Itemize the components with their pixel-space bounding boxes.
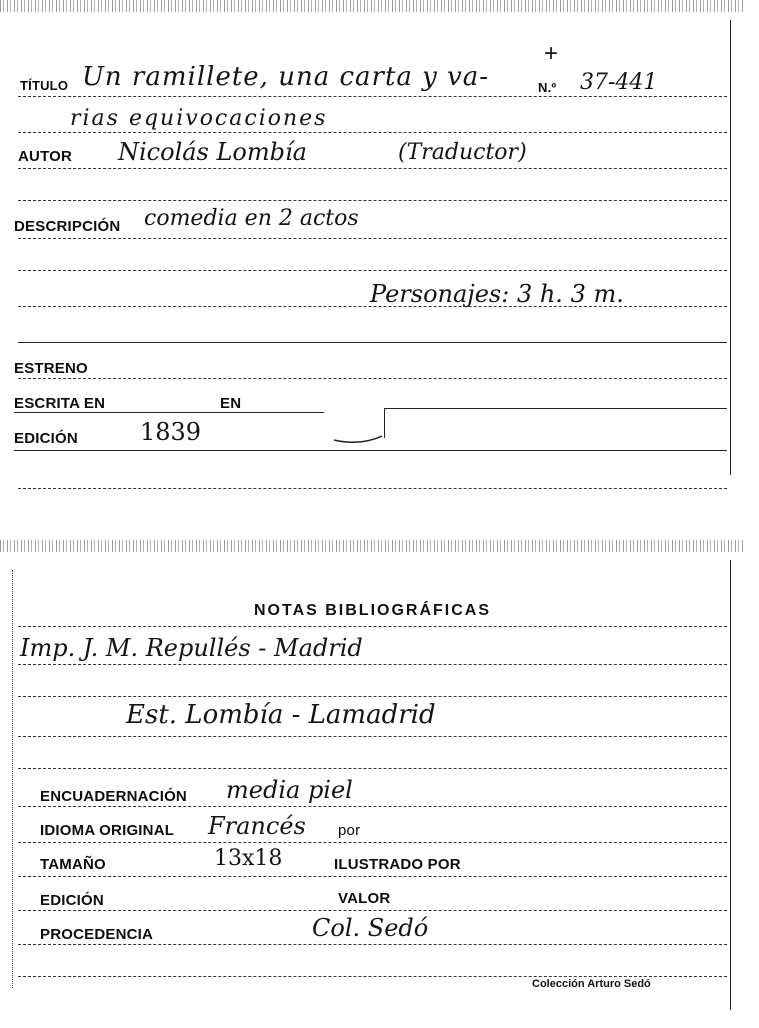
note-line-2: Est. Lombía - Lamadrid (126, 700, 436, 730)
numero-label: N.º (538, 80, 557, 95)
tamano-value: 13x18 (214, 846, 283, 871)
valor-label: VALOR (338, 890, 391, 907)
rule (14, 412, 324, 413)
scan-noise-top (0, 540, 745, 552)
titulo-value-line2: rias equivocaciones (70, 106, 328, 131)
rule (18, 664, 727, 665)
por-label: por (338, 822, 361, 839)
numero-value: 37-441 (580, 70, 658, 95)
descripcion-label: DESCRIPCIÓN (14, 218, 121, 235)
rule (18, 306, 727, 307)
tamano-label: TAMAÑO (40, 856, 106, 873)
autor-value: Nicolás Lombía (118, 138, 307, 166)
titulo-value: Un ramillete, una carta y va- (82, 62, 490, 92)
rule (18, 696, 727, 697)
rule (18, 238, 727, 239)
escrita-label: ESCRITA EN (14, 395, 106, 412)
edicion-label-2: EDICIÓN (40, 892, 104, 909)
rule (18, 626, 727, 627)
rule (18, 806, 727, 807)
autor-label: AUTOR (18, 148, 73, 165)
card-right-edge (730, 560, 731, 1010)
card-right-edge (730, 20, 731, 475)
descripcion-value: comedia en 2 actos (144, 206, 359, 231)
en-label: EN (220, 395, 242, 412)
encuadernacion-value: media piel (226, 776, 353, 804)
rule (18, 910, 727, 911)
rule (18, 488, 727, 489)
rule (18, 270, 727, 271)
rule (18, 842, 727, 843)
catalog-card-front (0, 0, 745, 493)
rule (14, 450, 727, 451)
note-line-1: Imp. J. M. Repullés - Madrid (20, 634, 363, 662)
procedencia-value: Col. Sedó (312, 914, 429, 942)
ilustrado-label: ILUSTRADO POR (334, 856, 461, 873)
estreno-label: ESTRENO (14, 360, 88, 377)
autor-note: (Traductor) (398, 140, 527, 165)
procedencia-label: PROCEDENCIA (40, 926, 154, 943)
rule (18, 378, 727, 379)
rule (18, 132, 727, 133)
encuadernacion-label: ENCUADERNACIÓN (40, 788, 187, 805)
collection-stamp: Colección Arturo Sedó (532, 978, 651, 990)
idioma-label: IDIOMA ORIGINAL (40, 822, 175, 839)
rule (384, 408, 727, 409)
rule (18, 944, 727, 945)
rule (18, 200, 727, 201)
rule (18, 342, 727, 343)
notas-title: NOTAS BIBLIOGRÁFICAS (253, 602, 492, 619)
titulo-label: TÍTULO (20, 78, 69, 93)
idioma-value: Francés (208, 812, 306, 840)
rule (18, 168, 727, 169)
card-left-edge (12, 570, 13, 988)
rule (18, 768, 727, 769)
rule (18, 976, 727, 977)
personajes-value: Personajes: 3 h. 3 m. (370, 280, 624, 308)
rule (18, 96, 727, 97)
handwritten-stroke (330, 426, 390, 446)
plus-mark: + (544, 40, 559, 67)
catalog-card-back (0, 540, 745, 1028)
scan-noise-top (0, 0, 745, 12)
edicion-label: EDICIÓN (14, 430, 78, 447)
rule (18, 876, 727, 877)
rule (18, 736, 727, 737)
edicion-value: 1839 (140, 418, 202, 446)
